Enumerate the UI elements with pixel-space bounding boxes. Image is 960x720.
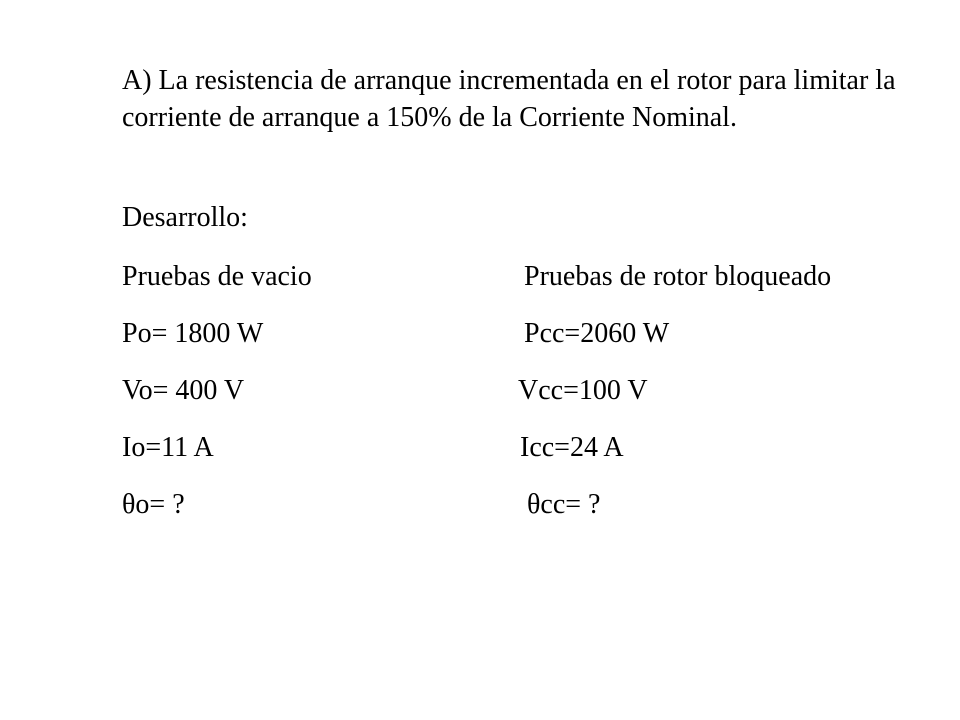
- locked-rotor-angle: θcc= ?: [527, 489, 601, 520]
- voltage-row: [122, 372, 902, 409]
- locked-rotor-power: Pcc=2060 W: [524, 318, 670, 349]
- no-load-power: Po= 1800 W: [122, 318, 264, 349]
- locked-rotor-voltage: Vcc=100 V: [518, 375, 648, 406]
- problem-statement: A) La resistencia de arranque incrementada en el rotor para limitar la corriente de arranque a 150% de la Corriente Nominal.: [122, 65, 896, 133]
- section-heading: Desarrollo:: [122, 202, 248, 233]
- current-row: [122, 429, 902, 466]
- no-load-voltage: Vo= 400 V: [122, 375, 245, 406]
- no-load-current: Io=11 A: [122, 432, 214, 463]
- power-row: [122, 315, 902, 352]
- locked-rotor-test-title: Pruebas de rotor bloqueado: [524, 261, 832, 292]
- angle-row: [122, 486, 902, 523]
- no-load-test-title: Pruebas de vacio: [122, 261, 312, 292]
- no-load-angle: θo= ?: [122, 489, 185, 520]
- test-headers-row: [122, 258, 902, 295]
- locked-rotor-current: Icc=24 A: [520, 432, 624, 463]
